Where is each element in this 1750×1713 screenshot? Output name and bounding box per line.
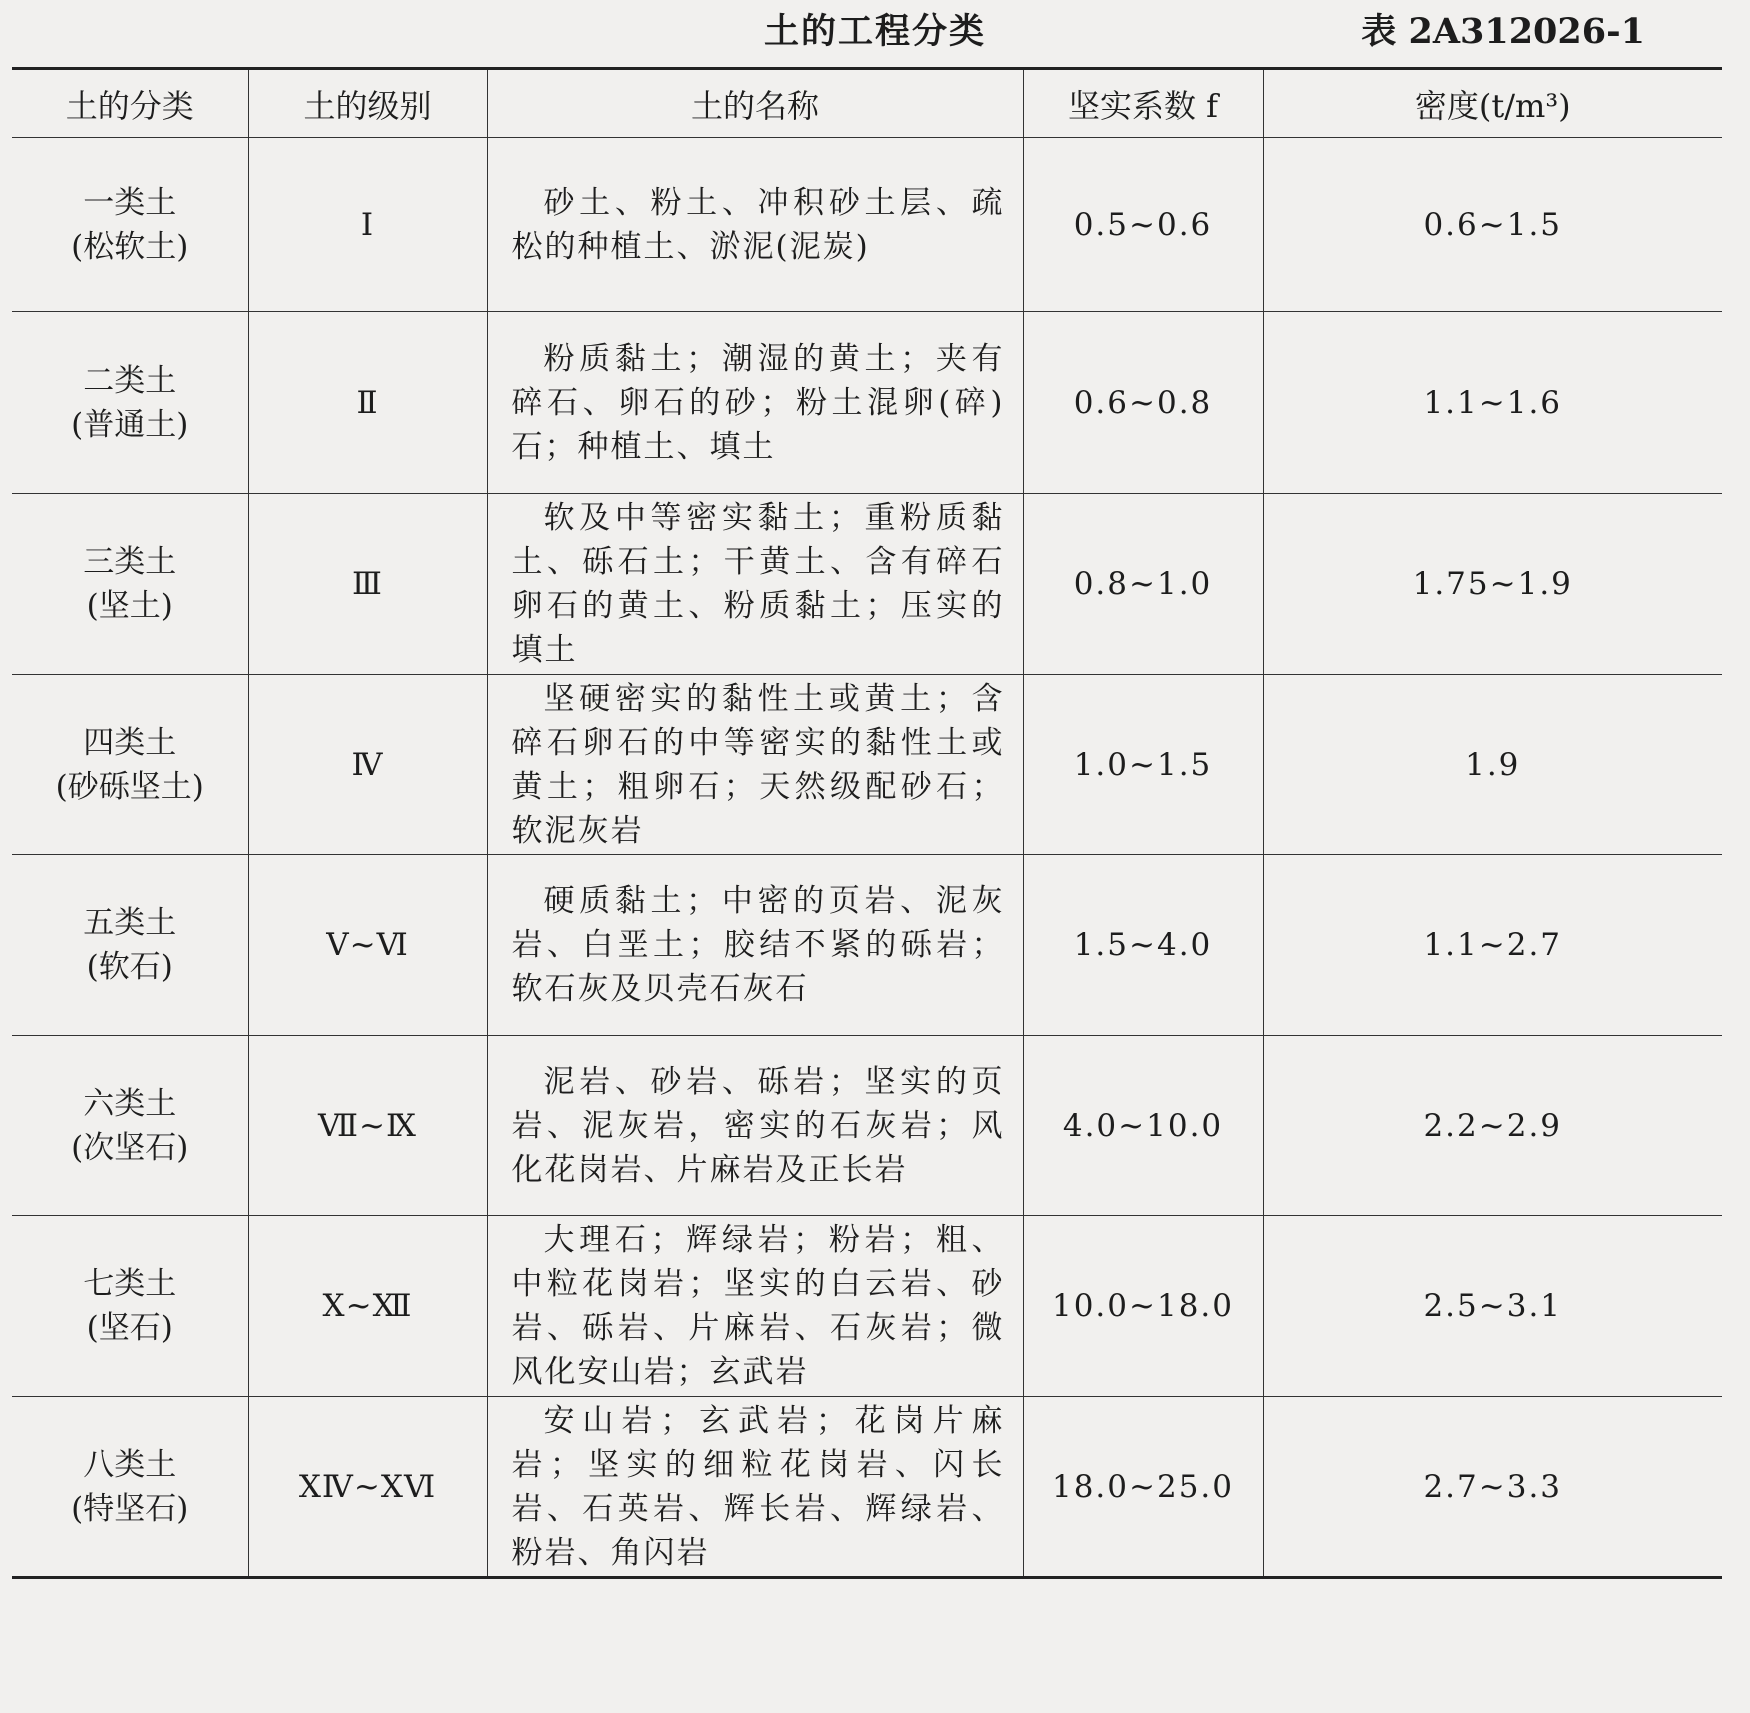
table-row [12,494,1722,675]
coefficient-cell: 4.0~10.0 [1023,1036,1263,1216]
soil-classification-table [12,67,1722,1579]
category-label: 四类土 [83,724,177,761]
density-cell: 1.1~2.7 [1263,855,1722,1036]
category-cell [12,1216,248,1397]
header-name: 土的名称 [487,69,1023,138]
category-label: 二类土 [83,362,177,399]
soil-name-cell: 大理石；辉绿岩；粉岩；粗、中粒花岗岩；坚实的白云岩、砂岩、砾岩、片麻岩、石灰岩；微风化安山岩；玄武岩 [487,1216,1023,1397]
category-subtitle: (普通土) [71,406,189,443]
table-row [12,675,1722,855]
header-coefficient: 坚实系数 f [1023,69,1263,138]
coefficient-cell: 1.0~1.5 [1023,675,1263,855]
grade-cell: Ⅴ~Ⅵ [248,855,487,1036]
title-row [0,0,1750,60]
category-subtitle: (软石) [86,949,173,985]
header-row [12,69,1722,138]
soil-name-cell: 硬质黏土；中密的页岩、泥灰岩、白垩土；胶结不紧的砾岩；软石灰及贝壳石灰石 [487,855,1023,1036]
category-label: 五类土 [83,905,177,941]
category-subtitle: (坚石) [86,1310,173,1346]
soil-name-cell: 砂土、粉土、冲积砂土层、疏松的种植土、淤泥(泥炭) [487,138,1023,312]
coefficient-cell: 0.6~0.8 [1023,312,1263,494]
coefficient-cell: 0.8~1.0 [1023,494,1263,675]
category-cell [12,855,248,1036]
density-cell: 2.5~3.1 [1263,1216,1722,1397]
soil-name-cell: 泥岩、砂岩、砾岩；坚实的页岩、泥灰岩，密实的石灰岩；风化花岗岩、片麻岩及正长岩 [487,1036,1023,1216]
grade-cell: Ⅳ [248,675,487,855]
table-row [12,1036,1722,1216]
grade-cell: Ⅲ [248,494,487,675]
table-row [12,312,1722,494]
density-cell: 1.1~1.6 [1263,312,1722,494]
category-label: 七类土 [83,1266,177,1302]
table-row [12,855,1722,1036]
table-row [12,1216,1722,1397]
category-subtitle: (特坚石) [71,1490,189,1527]
table-row [12,1397,1722,1578]
category-label: 六类土 [83,1085,177,1122]
table-number: 表 2A312026-1 [1361,11,1645,52]
grade-cell: Ⅱ [248,312,487,494]
category-cell [12,494,248,675]
grade-cell: ⅩⅣ~ⅩⅥ [248,1397,487,1578]
soil-name-cell: 坚硬密实的黏性土或黄土；含碎石卵石的中等密实的黏性土或黄土；粗卵石；天然级配砂石；软泥灰岩 [487,675,1023,855]
header-category: 土的分类 [12,69,248,138]
coefficient-cell: 18.0~25.0 [1023,1397,1263,1578]
category-cell [12,1397,248,1578]
density-cell: 1.9 [1263,675,1722,855]
coefficient-cell: 0.5~0.6 [1023,138,1263,312]
category-label: 八类土 [83,1446,177,1483]
table-title: 土的工程分类 [763,11,986,52]
grade-cell: Ⅶ~Ⅸ [248,1036,487,1216]
table-row [12,138,1722,312]
soil-name-cell: 安山岩；玄武岩；花岗片麻岩；坚实的细粒花岗岩、闪长岩、石英岩、辉长岩、辉绿岩、粉岩、角闪岩 [487,1397,1023,1578]
density-cell: 2.2~2.9 [1263,1036,1722,1216]
coefficient-cell: 1.5~4.0 [1023,855,1263,1036]
density-cell: 2.7~3.3 [1263,1397,1722,1578]
soil-name-cell: 粉质黏土；潮湿的黄土；夹有碎石、卵石的砂；粉土混卵(碎)石；种植土、填土 [487,312,1023,494]
coefficient-cell: 10.0~18.0 [1023,1216,1263,1397]
header-density: 密度(t/m³) [1263,69,1722,138]
category-cell [12,675,248,855]
category-label: 一类土 [83,184,177,221]
grade-cell: Ⅰ [248,138,487,312]
density-cell: 1.75~1.9 [1263,494,1722,675]
category-cell [12,138,248,312]
category-subtitle: (次坚石) [71,1129,189,1166]
header-grade: 土的级别 [248,69,487,138]
category-label: 三类土 [83,544,177,580]
category-subtitle: (松软土) [71,228,189,265]
category-subtitle: (砂砾坚土) [55,768,204,805]
soil-name-cell: 软及中等密实黏土；重粉质黏土、砾石土；干黄土、含有碎石卵石的黄土、粉质黏土；压实的填土 [487,494,1023,675]
category-cell [12,1036,248,1216]
grade-cell: Ⅹ~Ⅻ [248,1216,487,1397]
density-cell: 0.6~1.5 [1263,138,1722,312]
category-cell [12,312,248,494]
category-subtitle: (坚土) [86,588,173,624]
